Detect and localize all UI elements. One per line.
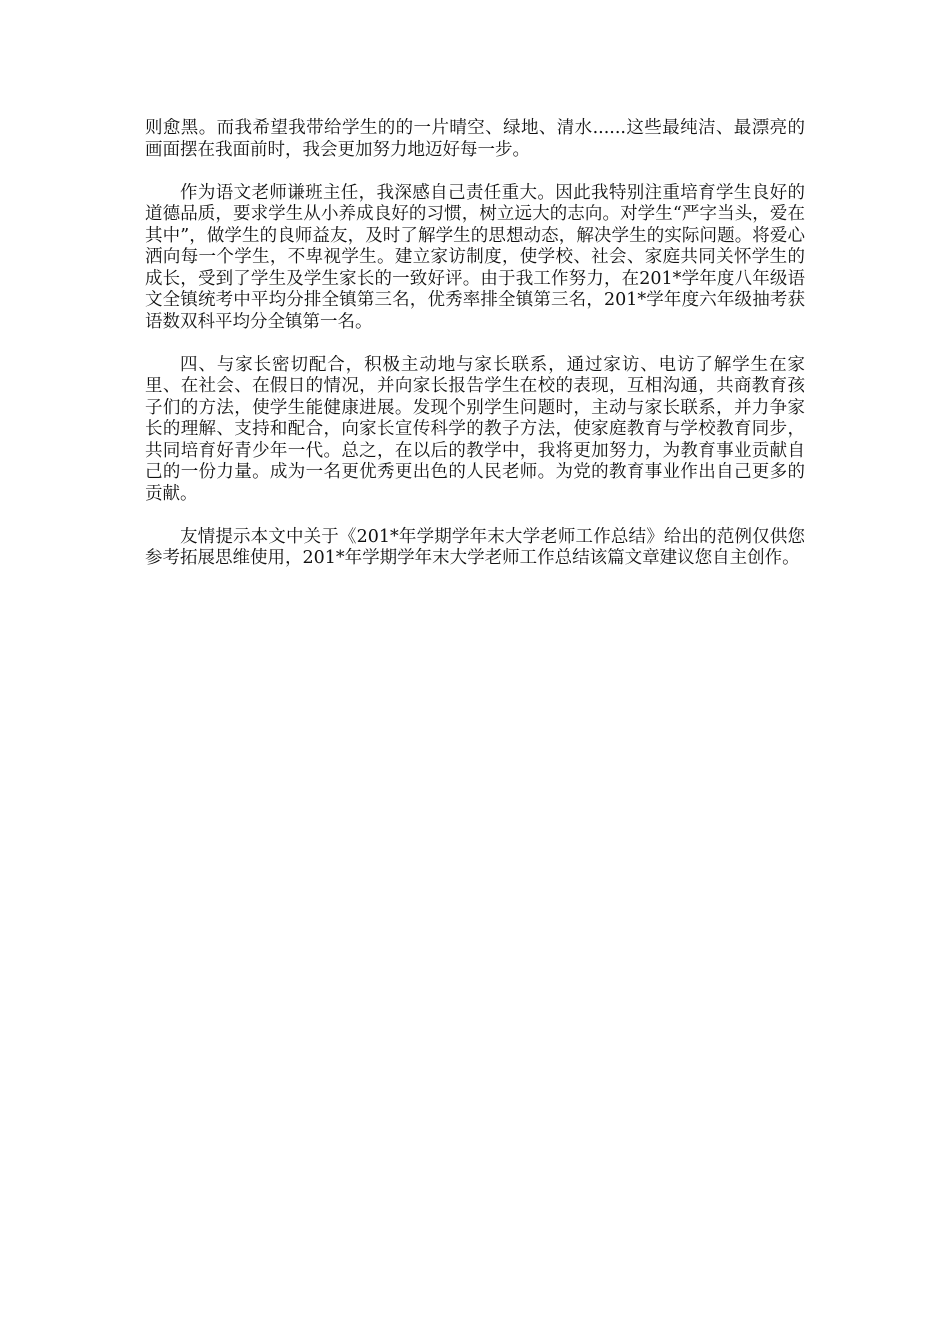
paragraph-class-teacher: 作为语文老师谦班主任，我深感自己责任重大。因此我特别注重培育学生良好的道德品质，要求学生从小养成良好的习惯，树立远大的志向。对学生“严字当头，爱在其中”，做学生的良师益友，及时了解学生的思想动态，解决学生的实际问题。将爱心洒向每一个学生，不卑视学生。建立家访制度，使学校、社会、家庭共同关怀学生的成长，受到了学生及学生家长的一致好评。由于我工作努力，在201*学年度八年级语文全镇统考中平均分排全镇第三名，优秀率排全镇第三名，201*学年度六年级抽考获语数双科平均分全镇第一名。	[145, 182, 805, 332]
paragraph-parent-cooperation: 四、与家长密切配合，积极主动地与家长联系，通过家访、电访了解学生在家里、在社会、在假日的情况，并向家长报告学生在校的表现，互相沟通，共商教育孩子们的方法，使学生能健康进展。发现个别学生问题时，主动与家长联系，并力争家长的理解、支持和配合，向家长宣传科学的教子方法，使家庭教育与学校教育同步，共同培育好青少年一代。总之，在以后的教学中，我将更加努力，为教育事业贡献自己的一份力量。成为一名更优秀更出色的人民老师。为党的教育事业作出自己更多的贡献。	[145, 354, 805, 504]
paragraph-friendly-notice: 友情提示本文中关于《201*年学期学年末大学老师工作总结》给出的范例仅供您参考拓展思维使用，201*年学期学年末大学老师工作总结该篇文章建议您自主创作。	[145, 526, 805, 568]
document-body	[145, 118, 805, 591]
paragraph-continuation: 则愈黑。而我希望我带给学生的的一片晴空、绿地、清水......这些最纯洁、最漂亮的画面摆在我面前时，我会更加努力地迈好每一步。	[145, 118, 805, 160]
